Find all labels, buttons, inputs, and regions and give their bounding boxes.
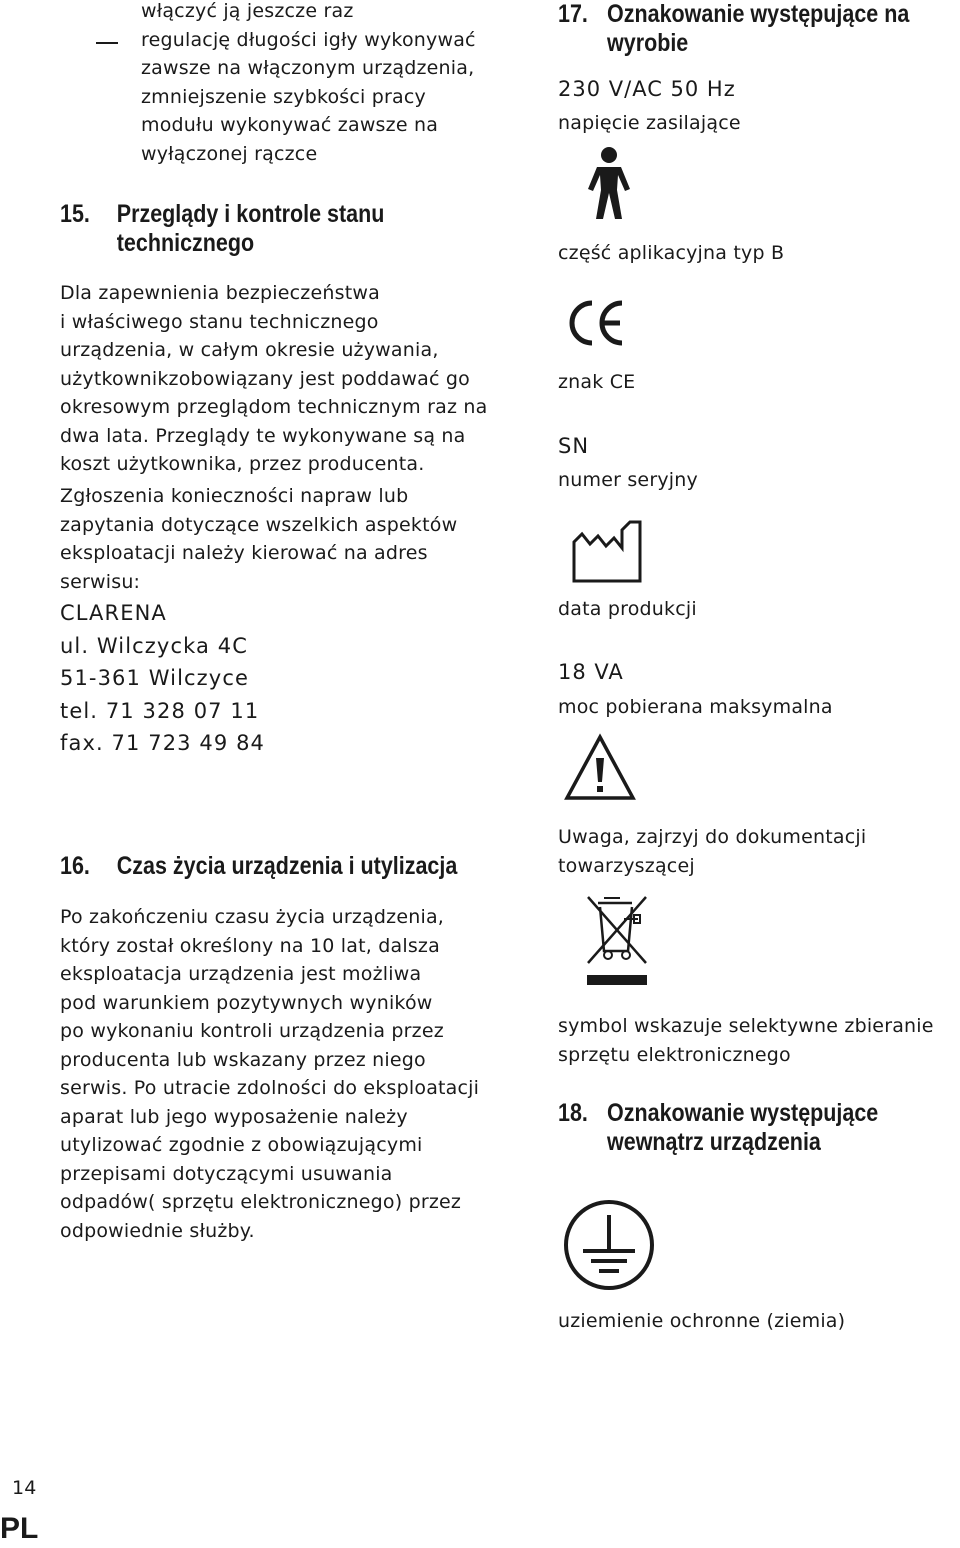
text-line: odpowiednie służby.: [60, 1219, 255, 1242]
section-number: 15.: [60, 200, 90, 228]
voltage-value: 230 V/AC 50 Hz: [558, 77, 736, 101]
production-label: data produkcji: [558, 598, 697, 620]
address-line: tel. 71 328 07 11: [60, 698, 260, 723]
text-line: Uwaga, zajrzyj do dokumentacji: [558, 826, 867, 848]
list-line: zawsze na włączonym urządzenia,: [141, 57, 475, 79]
section-title-line: Przeglądy i kontrole stanu: [116, 200, 385, 228]
crossed-bin-icon: [584, 893, 650, 991]
list-line: regulację długości igły wykonywać: [141, 28, 476, 51]
warning-triangle-icon: [565, 734, 635, 800]
section-title: Czas życia urządzenia i utylizacja: [116, 852, 458, 880]
section-15-paragraph-2: [60, 482, 457, 596]
power-label: moc pobierana maksymalna: [558, 696, 833, 718]
section-title-line: Oznakowanie występujące na: [607, 0, 910, 28]
text-line: utylizować zgodnie z obowiązującymi: [60, 1134, 423, 1156]
text-line: który został określony na 10 lat, dalsza: [60, 934, 440, 957]
factory-icon: [572, 520, 642, 582]
text-line: Po zakończeniu czasu życia urządzenia,: [60, 906, 445, 928]
ce-label: znak CE: [558, 371, 636, 393]
ground-label: uziemienie ochronne (ziemia): [558, 1310, 846, 1332]
text-line: aparat lub jego wyposażenie należy: [60, 1105, 408, 1128]
text-line: koszt użytkownika, przez producenta.: [60, 453, 425, 475]
text-line: i właściwego stanu technicznego: [60, 310, 379, 333]
text-line: Zgłoszenia konieczności napraw lub: [60, 485, 409, 507]
section-15-heading: [60, 200, 384, 258]
serial-value: SN: [558, 434, 590, 458]
address-line: 51-361 Wilczyce: [60, 666, 249, 690]
text-line: eksploatacji należy kierować na adres: [60, 542, 428, 564]
section-15-paragraph-1: [60, 279, 487, 479]
person-icon: [586, 146, 632, 220]
section-title-line: wyrobie: [607, 29, 689, 57]
ce-mark-icon: [564, 298, 626, 348]
text-line: zapytania dotyczące wszelkich aspektów: [60, 513, 458, 536]
section-title-line: wewnątrz urządzenia: [607, 1128, 821, 1156]
text-line: towarzyszącej: [558, 854, 695, 877]
text-line: urządzenia, w całym okresie używania,: [60, 339, 439, 361]
voltage-label: napięcie zasilające: [558, 112, 741, 134]
section-17-heading: [558, 0, 909, 58]
section-title-line: technicznego: [116, 229, 255, 257]
service-address: [60, 597, 265, 760]
text-line: przepisami dotyczącymi usuwania: [60, 1162, 393, 1185]
text-line: producenta lub wskazany przez niego: [60, 1048, 426, 1071]
text-line: okresowym przeglądom technicznym raz na: [60, 396, 488, 418]
section-title-line: Oznakowanie występujące: [607, 1099, 879, 1127]
section-number: 16.: [60, 852, 90, 880]
text-line: użytkownikzobowiązany jest poddawać go: [60, 367, 470, 390]
address-line: ul. Wilczycka 4C: [60, 633, 248, 658]
text-line: sprzętu elektronicznego: [558, 1043, 791, 1066]
list-line: zmniejszenie szybkości pracy: [141, 85, 426, 108]
section-number: 18.: [558, 1099, 588, 1127]
text-line: eksploatacja urządzenia jest możliwa: [60, 963, 422, 985]
list-continuation: [141, 0, 476, 168]
list-dash: [96, 42, 118, 44]
text-line: odpadów( sprzętu elektronicznego) przez: [60, 1191, 462, 1213]
applied-part-label: część aplikacyjna typ B: [558, 242, 785, 264]
warning-label: [558, 823, 866, 880]
text-line: po wykonaniu kontroli urządzenia przez: [60, 1020, 444, 1042]
text-line: pod warunkiem pozytywnych wyników: [60, 991, 433, 1014]
section-16-heading: [60, 852, 457, 881]
address-line: CLARENA: [60, 601, 167, 625]
address-line: fax. 71 723 49 84: [60, 731, 266, 755]
text-line: Dla zapewnienia bezpieczeństwa: [60, 282, 380, 304]
language-code: PL: [0, 1512, 39, 1545]
list-line: modułu wykonywać zawsze na: [141, 114, 439, 136]
section-16-paragraph: [60, 903, 479, 1245]
list-line: włączyć ją jeszcze raz: [141, 0, 354, 22]
page-number: 14: [12, 1477, 37, 1499]
section-number: 17.: [558, 0, 588, 28]
text-line: symbol wskazuje selektywne zbieranie: [558, 1015, 934, 1037]
weee-label: [558, 1012, 934, 1069]
text-line: serwis. Po utracie zdolności do eksploatacji: [60, 1077, 480, 1099]
list-line: wyłączonej rączce: [141, 142, 318, 165]
text-line: serwisu:: [60, 570, 141, 593]
section-18-heading: [558, 1099, 878, 1157]
text-line: dwa lata. Przeglądy te wykonywane są na: [60, 424, 466, 447]
serial-label: numer seryjny: [558, 469, 698, 491]
protective-earth-icon: [563, 1199, 655, 1291]
power-value: 18 VA: [558, 660, 624, 684]
